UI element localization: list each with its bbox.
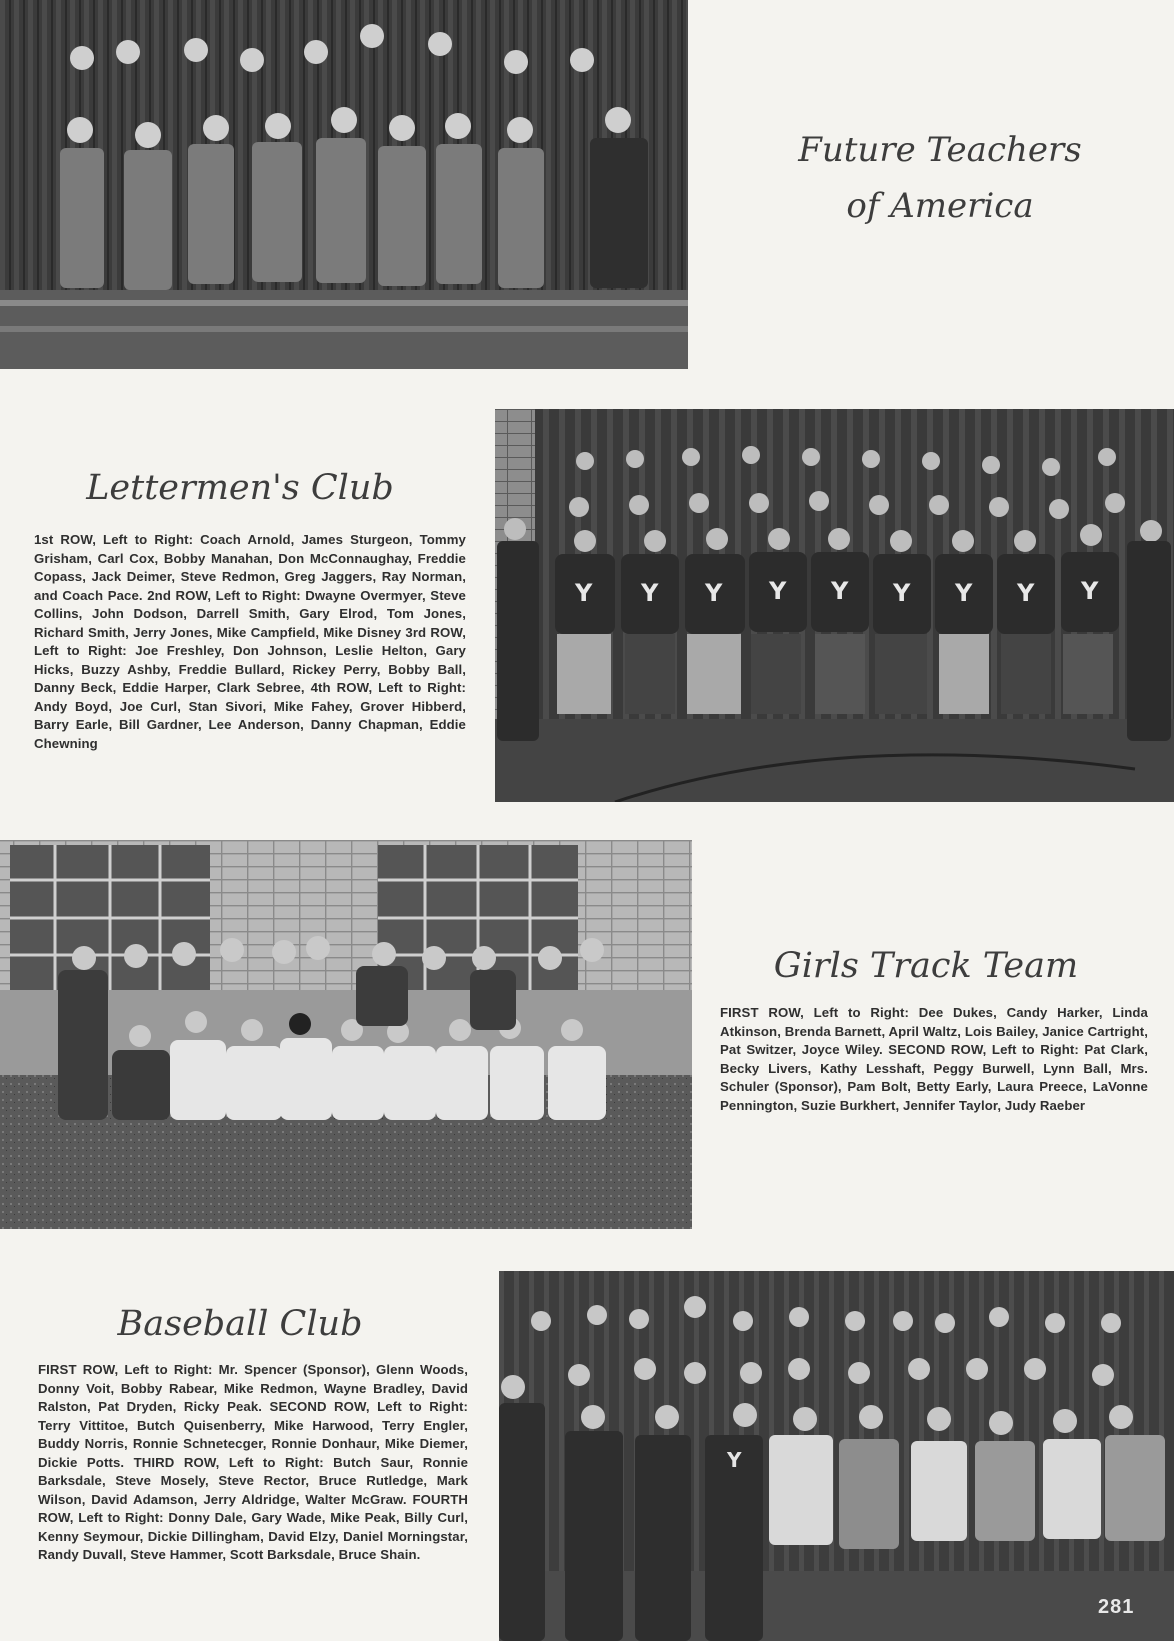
svg-text:Y: Y: [831, 577, 849, 605]
baseball-caption: FIRST ROW, Left to Right: Mr. Spencer (Sponsor), Glenn Woods, Donny Voit, Bobby Rabear, Mike Redmon, Wayne Bradley, David Ralston, Pat Dryden, Ricky Peak. SECOND ROW, Left to Right: Terry Vittitoe, Butch Quisenberry, Mike Harwood, Terry Engler, Buddy Norris, Ronnie Schnetecger, Ronnie Donhaur, Mike Diemer, Dickie Potts. THIRD ROW, Left to Right: Butch Saur, Ronnie Barksdale, Steve Mosely, Steve Rector, Bruce Rutledge, Mark Wilson, David Adamson, Jerry Aldridge, Walter McGraw. FOURTH ROW, Left to Right: Donny Dale, Gary Wade, Mike Peak, Billy Curl, Kenny Seymour, Dickie Dillingham, David Elzy, Daniel Morningstar, Randy Duvall, Steve Hammer, Scott Barksdale, Bruce Shain.: [38, 1362, 468, 1562]
lettermen-caption: 1st ROW, Left to Right: Coach Arnold, James Sturgeon, Tommy Grisham, Carl Cox, Bobby Manahan, Don McConnaughay, Freddie Copass, Jack Deimer, Steve Redmon, Greg Jaggers, Ray Norman, and Coach Pace. 2nd ROW, Left to Right: Dwayne Overmyer, Steve Collins, John Dodson, Darrell Smith, Gary Elrod, Tom Jones, Richard Smith, Jerry Jones, Mike Campfield, Mike Disney 3rd ROW, Left to Right: Joe Freshley, Don Johnson, Leslie Helton, Gary Hicks, Buzzy Ashby, Freddie Bullard, Rickey Perry, Bobby Ball, Danny Beck, Eddie Harper, Clark Sebree, 4th ROW, Left to Right: Andy Boyd, Joe Curl, Stan Sivori, Mike Fahey, Grover Hibberd, Barry Earle, Bill Gardner, Lee Anderson, Danny Chapman, Eddie Chewning: [34, 532, 466, 751]
fta-title-line2: of America: [846, 186, 1034, 226]
track-caption: FIRST ROW, Left to Right: Dee Dukes, Candy Harker, Linda Atkinson, Brenda Barnett, April Waltz, Lois Bailey, Janice Cartright, Pat Switzer, Joyce Wiley. SECOND ROW, Left to Right: Pat Clark, Becky Livers, Kathy Lesshaft, Peggy Burwell, Lynn Ball, Mrs. Schuler (Sponsor), Pam Bolt, Betty Early, Laura Preece, LaVonne Pennington, Suzie Burkhert, Jennifer Taylor, Judy Raeber: [720, 1005, 1148, 1113]
svg-text:Y: Y: [575, 579, 593, 607]
svg-text:Y: Y: [641, 579, 659, 607]
svg-text:Y: Y: [1081, 577, 1099, 605]
baseball-title: Baseball Club: [117, 1304, 363, 1344]
fta-group-photo: [0, 0, 688, 369]
lettermen-group-photo: [495, 409, 1174, 802]
fta-title: [760, 122, 1120, 234]
svg-text:Y: Y: [955, 579, 973, 607]
svg-text:Y: Y: [705, 579, 723, 607]
svg-text:Y: Y: [769, 577, 787, 605]
svg-text:Y: Y: [1017, 579, 1035, 607]
svg-text:Y: Y: [893, 579, 911, 607]
baseball-club-photo: [499, 1271, 1174, 1641]
lettermen-title: Lettermen's Club: [86, 468, 394, 508]
svg-text:Y: Y: [727, 1448, 742, 1472]
fta-title-line1: Future Teachers: [798, 130, 1082, 170]
track-team-photo: [0, 840, 692, 1229]
page-number: 281: [1098, 1596, 1135, 1618]
track-title: Girls Track Team: [773, 946, 1079, 986]
